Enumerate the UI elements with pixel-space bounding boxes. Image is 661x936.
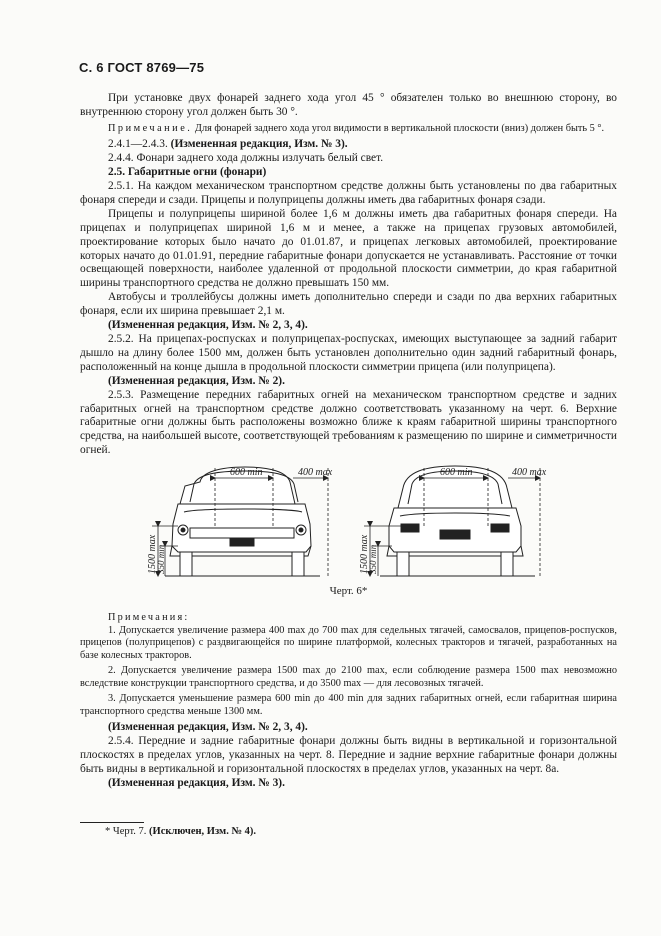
figure-6-drawing	[80, 464, 617, 582]
dim-label-350: 350 min	[368, 544, 378, 575]
dim-label-600: 600 min	[230, 467, 263, 479]
section-2-5-4: 2.5.4. Передние и задние габаритные фонари должны быть видны в вертикальной и горизонтальной плоскостях в пределах углов, указанных на черт. 8. Передние и задние верхние габаритные фонари должны быть видны в вертикальной и горизонтальной плоскостях в пределах углов, указанных на черт. 8а.	[80, 735, 617, 776]
revision-note-2: (Измененная редакция, Изм. № 2).	[108, 374, 285, 387]
note-item-1: 1. Допускается увеличение размера 400 max до 700 max для седельных тягачей, самосвалов, прицепов-роспусков, прицепов (полуприцепов) с раздвигающейся по ширине платформой, колесных тракторов и тягачей, разработанных на базе колесных тракторов.	[80, 624, 617, 661]
revision-note-3: (Измененная редакция, Изм. № 2, 3, 4).	[108, 721, 308, 734]
dim-label-350: 350 min	[156, 544, 166, 575]
notes-heading: Примечания:	[108, 612, 190, 624]
dim-label-1500: 1500 max	[147, 534, 158, 575]
note-reversing-lamps	[80, 123, 617, 136]
note-item-2: 2. Допускается увеличение размера 1500 max до 2100 max, если соблюдение размера 1500 max невозможно вследствие конструкции транспортного средства, и до 3500 max — для лесовозных тягачей.	[80, 665, 617, 689]
footnote: * Черт. 7. (Исключен, Изм. № 4).	[105, 826, 256, 837]
car-front-view	[165, 467, 320, 576]
revision-note-4: (Измененная редакция, Изм. № 3).	[108, 777, 285, 790]
dim-label-1500: 1500 max	[359, 534, 370, 575]
license-plate-icon	[230, 539, 254, 546]
section-2-5-2: 2.5.2. На прицепах-роспусках и полуприцепах-роспусках, имеющих выступающее за задний габарит дышло на длину более 1500 мм, должен быть установлен дополнительно один задний габаритный фонарь, расположенный на конце дышла в продольной плоскости симметрии прицепа (или полуприцепа).	[80, 333, 617, 373]
section-2-4-1	[80, 138, 617, 152]
section-number: 2.4.1—2.4.3.	[108, 138, 171, 151]
paragraph-intro: При установке двух фонарей заднего хода угол 45 ° обязателен только во внешнюю сторону, во внутреннюю сторону угол должен быть 30 °.	[80, 92, 617, 118]
revision-note-1: (Измененная редакция, Изм. № 2, 3, 4).	[108, 319, 308, 332]
page-header: С. 6 ГОСТ 8769—75	[79, 60, 205, 75]
license-plate-icon	[440, 530, 470, 539]
note-label: Примечание.	[108, 122, 193, 134]
section-2-4-4: 2.4.4. Фонари заднего хода должны излучать белый свет.	[108, 152, 384, 165]
section-2-5-heading	[80, 166, 617, 180]
section-2-5-3: 2.5.3. Размещение передних габаритных огней на механическом транспортном средстве и задних габаритных огней на транспортном средстве должно соответствовать указанному на черт. 6. Верхние габаритные огни должны быть расположены возможно ближе к краям габаритной ширины транспортного средства, на наибольшей высоте, соответствующей требованиям к размещению по ширине и симметричности огней.	[80, 388, 617, 457]
car-rear-view	[380, 466, 535, 576]
section-title: 2.5. Габаритные огни (фонари)	[108, 166, 267, 179]
figure-caption: Черт. 6*	[329, 585, 368, 598]
dim-label-600: 600 min	[440, 467, 473, 479]
footnote-divider	[80, 822, 144, 823]
document-body	[80, 92, 617, 791]
dim-label-400: 400 max	[298, 467, 333, 479]
note-text: Для фонарей заднего хода угол видимости в вертикальной плоскости (вниз) должен быть 5 °.	[192, 122, 605, 134]
note-item-3: 3. Допускается уменьшение размера 600 min до 400 min для задних габаритных огней, если габаритная ширина транспортного средства меньше 1300 мм.	[80, 693, 617, 717]
paragraph-buses: Автобусы и троллейбусы должны иметь дополнительно спереди и сзади по два верхних габаритных фонаря, если их ширина превышает 2,1 м.	[80, 291, 617, 318]
paragraph-trailers: Прицепы и полуприцепы шириной более 1,6 м должны иметь два габаритных фонаря спереди. На прицепах и полуприцепах шириной 1,6 м и менее, а также на прицепах грузовых автомобилей, проектирование которых было начато до 01.01.87, и прицепах легковых автомобилей, проектирование которых начато до 01.01.91, передние габаритные фонари допускается не устанавливать. Расстояние от точки освещающей поверхности, наиболее удаленной от продольной плоскости симметрии, до края габаритной ширины транспортного средства не должно превышать 150 мм.	[80, 207, 617, 290]
section-2-5-1: 2.5.1. На каждом механическом транспортном средстве должны быть установлены по два габаритных фонаря спереди и сзади. Прицепы и полуприцепы должны иметь два габаритных фонаря сзади.	[80, 180, 617, 206]
dim-label-400: 400 max	[512, 467, 547, 479]
revision-note: (Измененная редакция, Изм. № 3).	[170, 138, 348, 151]
